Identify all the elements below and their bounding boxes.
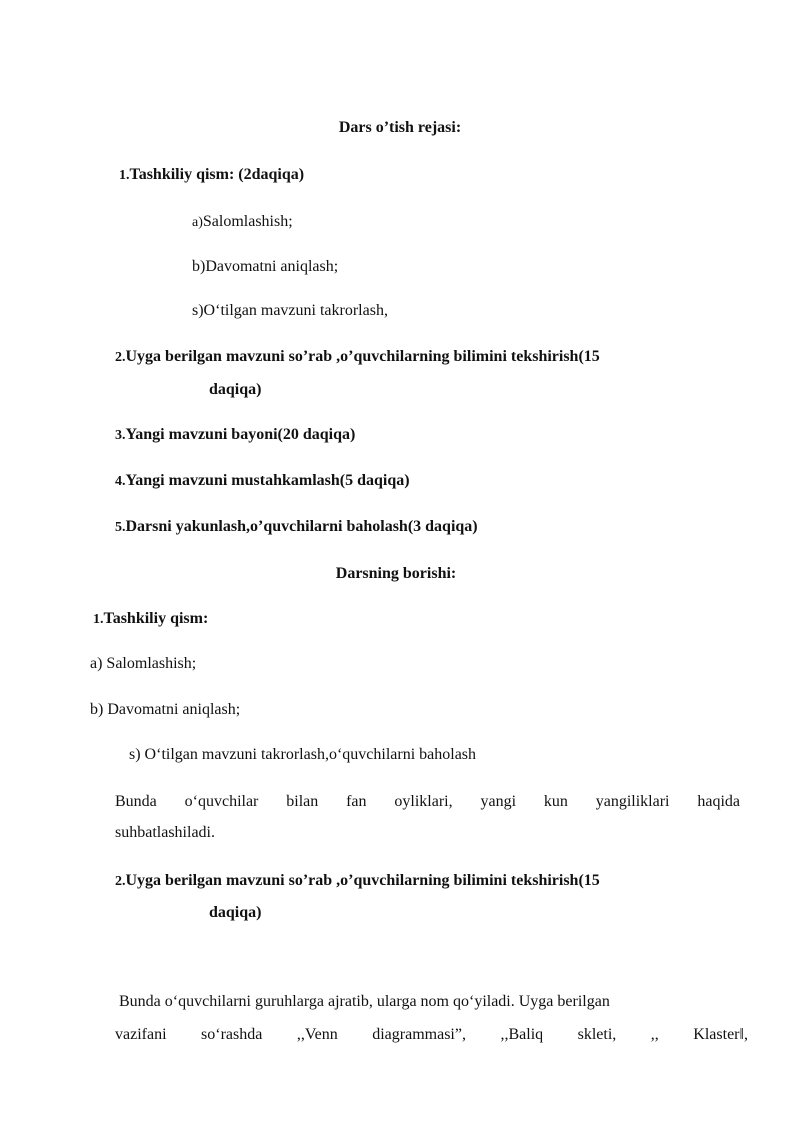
plan-subitem-b: b)Davomatni aniqlash; — [192, 258, 339, 275]
plan-subitem-a-letter: a) — [192, 215, 203, 230]
plan-item-2-text: Uyga berilgan mavzuni so’rab ,o’quvchilarning bilimini tekshirish(15 — [125, 348, 600, 365]
progress-subitem-b: b) Davomatni aniqlash; — [90, 701, 241, 718]
progress-item-2-text: Uyga berilgan mavzuni so’rab ,o’quvchilarning bilimini tekshirish(15 — [125, 872, 600, 889]
plan-subitem-a — [192, 212, 293, 233]
progress-item-2-continuation: daqiqa) — [209, 904, 262, 921]
plan-subitem-s: s)O‘tilgan mavzuni takrorlash, — [192, 302, 388, 319]
progress-subitem-s: s) O‘tilgan mavzuni takrorlash,o‘quvchilarni baholash — [129, 746, 477, 763]
plan-item-3-number: 3. — [115, 428, 126, 443]
progress-item-1 — [93, 609, 208, 630]
plan-item-3 — [115, 425, 355, 446]
progress-item-2 — [115, 871, 600, 892]
plan-item-2-continuation: daqiqa) — [209, 381, 262, 398]
progress-paragraph-1-line-1: Bunda o‘quvchilar bilan fan oyliklari, yangi kun yangiliklari haqida — [115, 793, 740, 810]
plan-item-2 — [115, 347, 600, 368]
plan-item-4-number: 4. — [115, 474, 126, 489]
plan-item-5-text: Darsni yakunlash,o’quvchilarni baholash(3 daqiqa) — [125, 518, 478, 535]
progress-subitem-a: a) Salomlashish; — [90, 655, 197, 672]
progress-paragraph-2-line-2: vazifani so‘rashda ,,Venn diagrammasi”, ,,Baliq skleti, ,, Klaster‖, — [115, 1026, 748, 1043]
plan-item-1 — [119, 165, 304, 186]
progress-paragraph-1-line-2: suhbatlashiladi. — [115, 824, 215, 841]
progress-item-2-number: 2. — [115, 874, 126, 889]
plan-item-1-number: 1. — [119, 168, 130, 183]
plan-item-5-number: 5. — [115, 520, 126, 535]
progress-item-1-text: Tashkiliy qism: — [103, 610, 209, 627]
progress-title: Darsning borishi: — [335, 565, 457, 582]
progress-item-1-number: 1. — [93, 612, 104, 627]
plan-subitem-a-text: Salomlashish; — [202, 213, 293, 230]
plan-item-5 — [115, 517, 478, 538]
plan-item-4 — [115, 471, 410, 492]
progress-paragraph-2-line-1: Bunda o‘quvchilarni guruhlarga ajratib, ularga nom qo‘yiladi. Uyga berilgan — [119, 993, 610, 1010]
plan-item-1-text: Tashkiliy qism: (2daqiqa) — [129, 166, 305, 183]
plan-item-4-text: Yangi mavzuni mustahkamlash(5 daqiqa) — [125, 472, 410, 489]
plan-title: Dars o’tish rejasi: — [338, 119, 462, 136]
plan-item-2-number: 2. — [115, 350, 126, 365]
plan-item-3-text: Yangi mavzuni bayoni(20 daqiqa) — [125, 426, 356, 443]
